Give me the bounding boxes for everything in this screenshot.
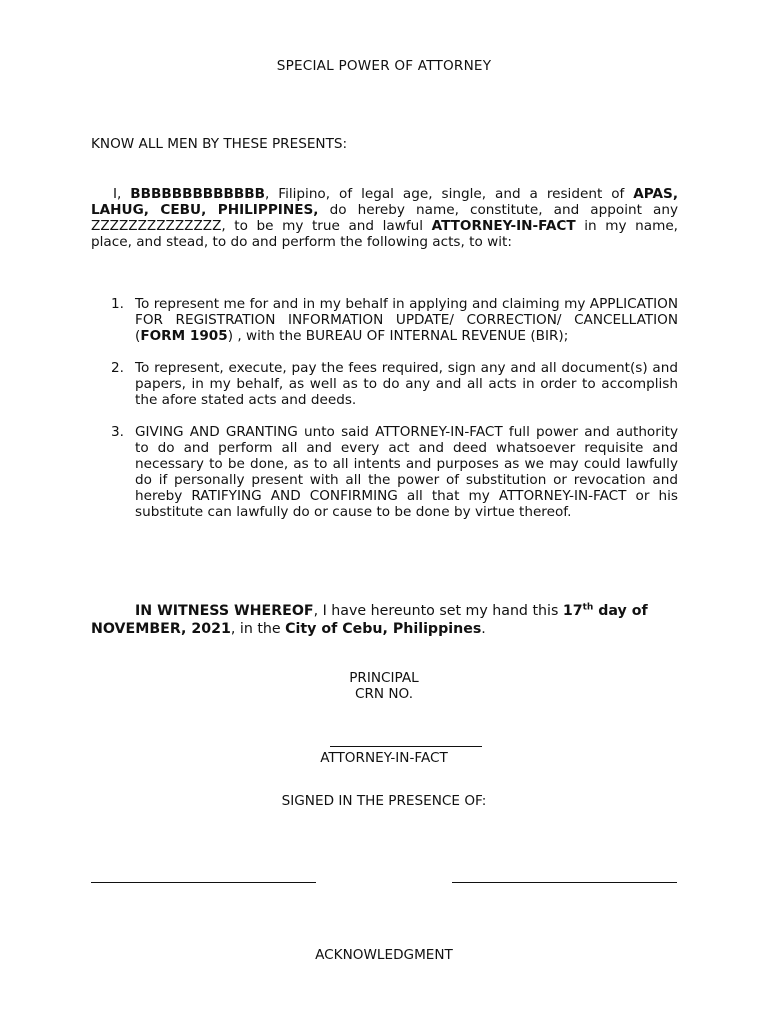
list-item (111, 360, 678, 408)
crn-label: CRN NO. (354, 686, 414, 702)
list-number: 2. (111, 360, 124, 376)
act-text: To represent me for and in my behalf in applying and claiming my APPLICATION FOR REGISTRATION INFORMATION UPDATE/ CORRECTION/ CANCELLATION ( (135, 296, 678, 344)
intro-text: in my name, place, and stead, to do and perform the following acts, to wit: (91, 218, 678, 250)
witness-signature-line-left (91, 882, 316, 883)
witness-lead: IN WITNESS WHEREOF (135, 603, 314, 619)
acknowledgment-heading: ACKNOWLEDGMENT (315, 947, 453, 963)
attorney-signature-line (330, 746, 482, 747)
list-item (111, 296, 678, 344)
form-number: FORM 1905 (140, 328, 228, 344)
day-number: 17 (562, 603, 583, 619)
principal-label: PRINCIPAL (349, 670, 419, 686)
witness-text: , I have hereunto set my hand this (313, 603, 563, 619)
intro-text: I, (113, 186, 131, 202)
act-text: ) , with the BUREAU OF INTERNAL REVENUE (BIR); (227, 328, 569, 344)
acts-list (111, 296, 678, 536)
list-item (111, 424, 678, 520)
witness-paragraph (91, 602, 678, 638)
day-month-year: day of NOVEMBER, 2021 (91, 603, 648, 637)
intro-text: do hereby name, constitute, and appoint any ZZZZZZZZZZZZZZ, to be my true and lawful (91, 202, 678, 234)
attorney-label: ATTORNEY-IN-FACT (320, 750, 448, 766)
act-text: GIVING AND GRANTING unto said ATTORNEY-IN-FACT full power and authority to do and perform all and every act and deed whatsoever requisite and necessary to be done, as to all intents and purposes as we may could lawfully do if personally present with all the power of substitution or revocation and hereby RATIFYING AND CONFIRMING all that my ATTORNEY-IN-FACT or his substitute can lawfully do or cause to be done by virtue thereof. (135, 424, 678, 520)
signing-city: City of Cebu, Philippines (285, 621, 482, 637)
intro-paragraph (91, 186, 678, 250)
principal-name: BBBBBBBBBBBBB (130, 186, 265, 202)
signed-presence-heading: SIGNED IN THE PRESENCE OF: (281, 793, 487, 809)
principal-address: APAS, LAHUG, CEBU, PHILIPPINES, (91, 186, 678, 218)
intro-text: , Filipino, of legal age, single, and a resident of (264, 186, 634, 202)
document-title: SPECIAL POWER OF ATTORNEY (276, 58, 492, 74)
day-suffix: th (582, 602, 594, 613)
opening-line: KNOW ALL MEN BY THESE PRESENTS: (91, 136, 348, 152)
witness-text: , in the (230, 621, 286, 637)
list-number: 3. (111, 424, 124, 440)
attorney-in-fact-term: ATTORNEY-IN-FACT (431, 218, 576, 234)
list-number: 1. (111, 296, 124, 312)
act-text: To represent, execute, pay the fees required, sign any and all document(s) and papers, in my behalf, as well as to do any and all acts in order to accomplish the afore stated acts and deeds. (135, 360, 678, 408)
witness-text: . (481, 621, 486, 637)
witness-signature-line-right (452, 882, 677, 883)
